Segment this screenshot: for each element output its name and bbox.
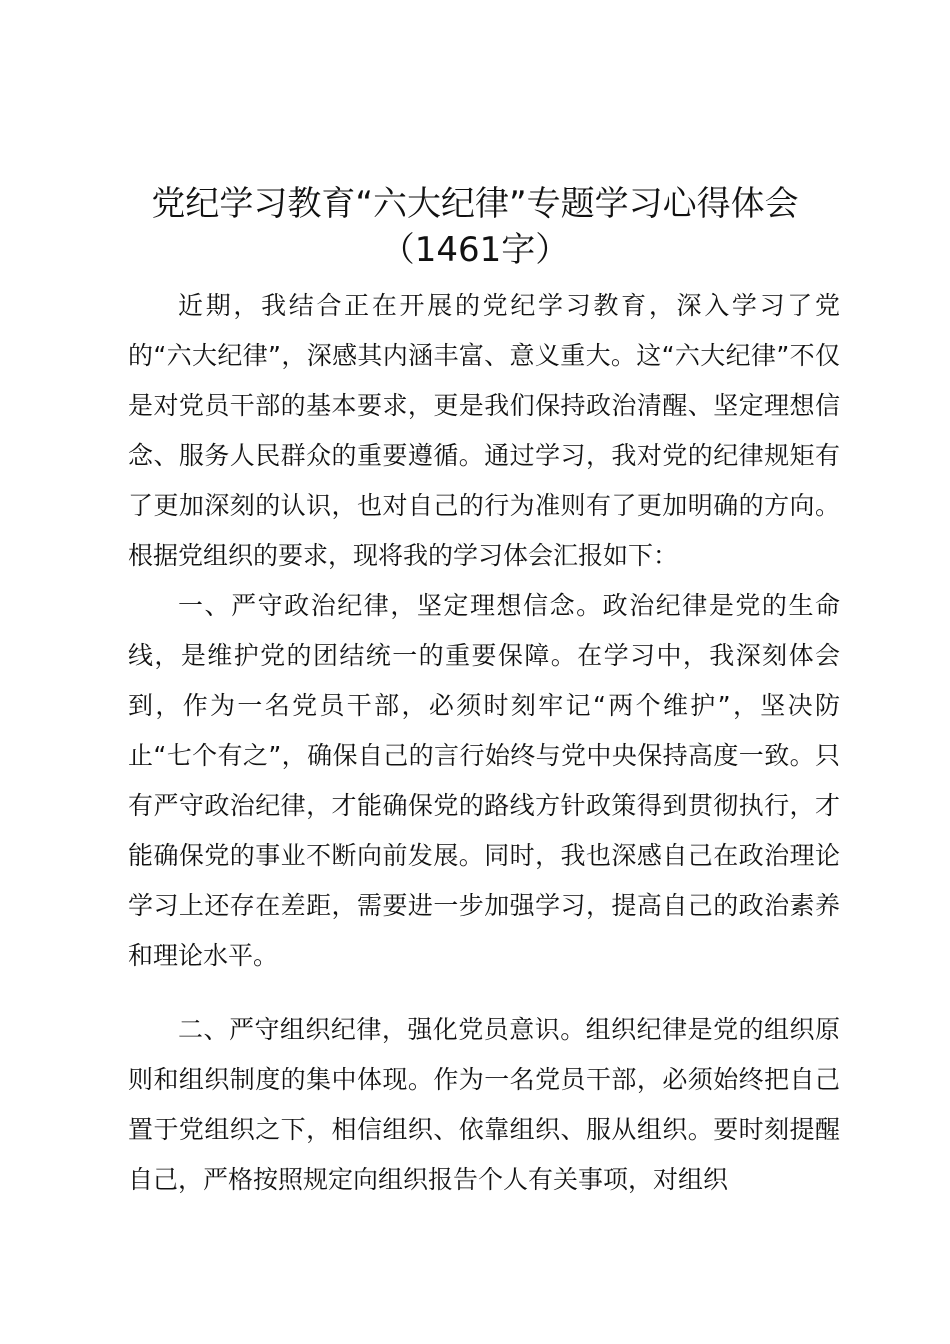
paragraph-intro: 近期，我结合正在开展的党纪学习教育，深入学习了党的“六大纪律”，深感其内涵丰富、意义重大。这“六大纪律”不仅是对党员干部的基本要求，更是我们保持政治清醒、坚定理想信念、服务人民群众的重要遵循。通过学习，我对党的纪律规矩有了更加深刻的认识，也对自己的行为准则有了更加明确的方向。根据党组织的要求，现将我的学习体会汇报如下： [128,291,840,570]
document-body [128,281,840,1205]
paragraph-political-discipline: 一、严守政治纪律，坚定理想信念。政治纪律是党的生命线，是维护党的团结统一的重要保障。在学习中，我深刻体会到，作为一名党员干部，必须时刻牢记“两个维护”，坚决防止“七个有之”，确保自己的言行始终与党中央保持高度一致。只有严守政治纪律，才能确保党的路线方针政策得到贯彻执行，才能确保党的事业不断向前发展。同时，我也深感自己在政治理论学习上还存在差距，需要进一步加强学习，提高自己的政治素养和理论水平。 [128,591,840,970]
document-title: 党纪学习教育“六大纪律”专题学习心得体会 [151,184,799,224]
paragraph-organizational-discipline: 二、严守组织纪律，强化党员意识。组织纪律是党的组织原则和组织制度的集中体现。作为一名党员干部，必须始终把自己置于党组织之下，相信组织、依靠组织、服从组织。要时刻提醒自己，严格按照规定向组织报告个人有关事项，对组织 [128,1015,840,1194]
document-title-wordcount: （1461字） [380,230,570,270]
